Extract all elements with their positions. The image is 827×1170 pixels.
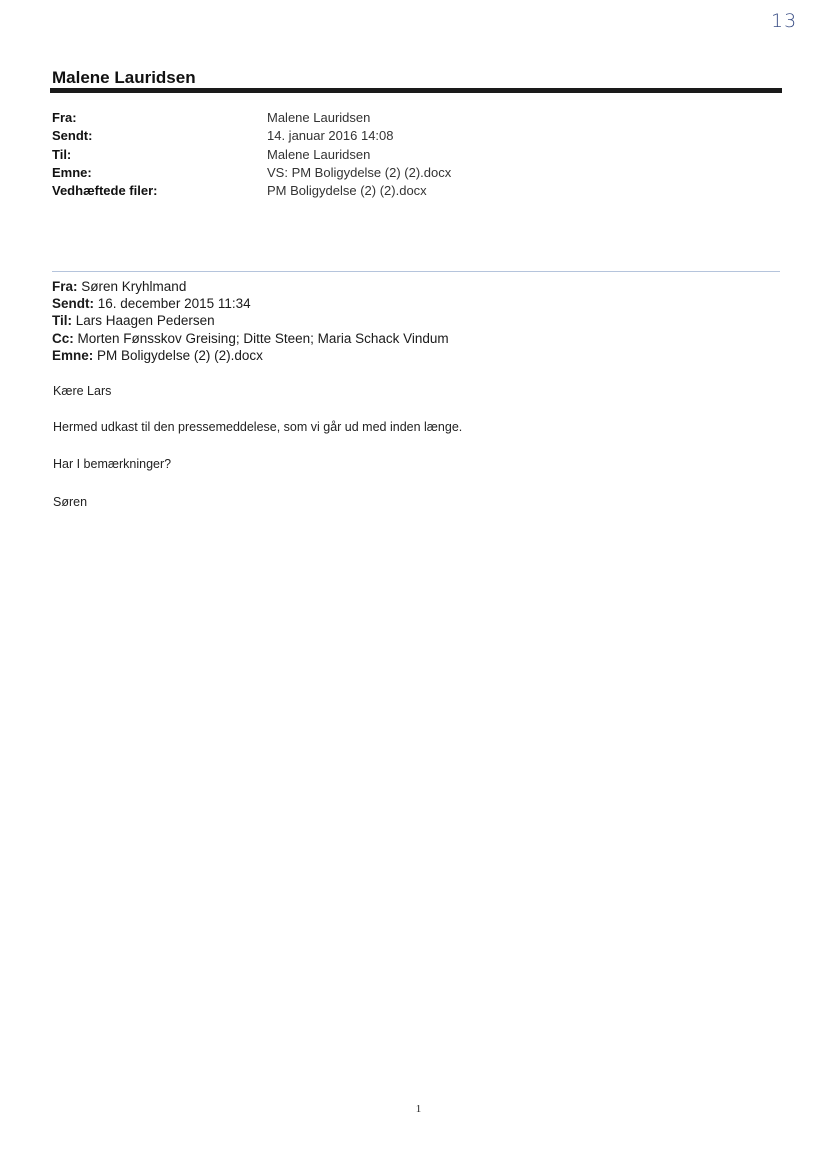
page-number: 1 xyxy=(415,1103,422,1115)
forwarded-from xyxy=(52,278,772,295)
header-field-attachments xyxy=(52,182,772,200)
header-value: Malene Lauridsen xyxy=(267,110,371,125)
handwritten-page-mark: 13 xyxy=(771,10,798,32)
header-label: Sendt: xyxy=(52,128,93,144)
body-paragraph: Har I bemærkninger? xyxy=(53,457,172,471)
forwarded-value: Søren Kryhlmand xyxy=(81,279,187,294)
forwarded-sent xyxy=(52,295,772,312)
header-value: VS: PM Boligydelse (2) (2).docx xyxy=(267,164,452,180)
forwarded-label: Sendt: xyxy=(52,296,94,312)
header-label: Fra: xyxy=(52,110,77,125)
forwarded-subject xyxy=(52,347,772,364)
header-field-from xyxy=(52,109,772,127)
header-label: Emne: xyxy=(52,164,92,180)
forwarded-label: Fra: xyxy=(52,279,78,294)
email-header-fields xyxy=(52,109,772,200)
header-label: Vedhæftede filer: xyxy=(52,183,158,199)
forwarded-value: 16. december 2015 11:34 xyxy=(97,296,251,312)
forwarded-label: Emne: xyxy=(52,347,94,363)
forwarded-cc xyxy=(52,330,772,347)
header-field-to xyxy=(52,146,772,164)
forwarded-label: Til: xyxy=(52,313,72,329)
header-label: Til: xyxy=(52,146,72,162)
attachment-name: PM Boligydelse (2) (2).docx xyxy=(267,183,427,199)
forwarded-value: PM Boligydelse (2) (2).docx xyxy=(97,347,263,363)
forwarded-value: Lars Haagen Pedersen xyxy=(75,313,215,329)
header-field-sent xyxy=(52,127,772,145)
body-signature: Søren xyxy=(53,495,88,509)
forwarded-header xyxy=(52,278,772,364)
body-paragraph: Hermed udkast til den pressemeddelese, som vi går ud med inden længe. xyxy=(53,420,463,434)
header-field-subject xyxy=(52,164,772,182)
forwarded-label: Cc: xyxy=(52,330,74,346)
body-greeting: Kære Lars xyxy=(53,384,112,398)
owner-divider xyxy=(50,88,782,93)
forwarded-to xyxy=(52,312,772,329)
thread-divider xyxy=(52,271,780,272)
mailbox-owner-name: Malene Lauridsen xyxy=(52,68,196,87)
forwarded-value: Morten Fønsskov Greising; Ditte Steen; Maria Schack Vindum xyxy=(77,330,449,346)
header-value: 14. januar 2016 14:08 xyxy=(267,128,394,144)
header-value: Malene Lauridsen xyxy=(267,146,371,162)
